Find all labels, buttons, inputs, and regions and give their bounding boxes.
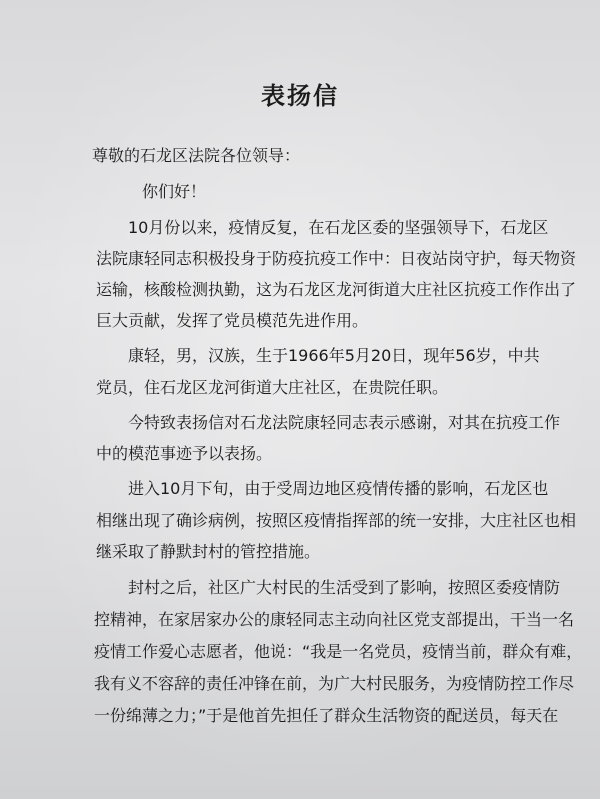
body-line: 今特致表扬信对石龙法院康轻同志表示感谢，对其在抗疫工作 <box>128 413 561 432</box>
body-line: 党员，住石龙区龙河街道大庄社区，在贵院任职。 <box>96 378 449 397</box>
body-line: 封村之后，社区广大村民的生活受到了影响，按照区委疫情防 <box>128 578 561 597</box>
body-line: 控精神，在家居家办公的康轻同志主动向社区党支部提出，干当一名 <box>94 610 575 629</box>
body-line: 我有义不容辞的责任冲锋在前，为广大村民服务，为疫情防控工作尽 <box>94 674 575 693</box>
body-line: 运输，核酸检测执勤，这为石龙区龙河街道大庄社区抗疫工作作出了 <box>96 280 577 299</box>
body-line: 法院康轻同志积极投身于防疫抗疫工作中：日夜站岗守护，每天物资 <box>96 249 577 268</box>
body-line: 继采取了静默封村的管控措施。 <box>96 542 321 561</box>
salutation: 尊敬的石龙区法院各位领导： <box>92 146 301 165</box>
body-line: 相继出现了确诊病例，按照区疫情指挥部的统一安排，大庄社区也相 <box>96 511 577 530</box>
body-line: 巨大贡献，发挥了党员模范先进作用。 <box>96 311 369 330</box>
body-line: 康轻，男，汉族，生于1966年5月20日，现年56岁，中共 <box>128 346 540 365</box>
body-line: 进入10月下旬，由于受周边地区疫情传播的影响，石龙区也 <box>128 479 549 498</box>
body-line: 一份绵薄之力；”于是他首先担任了群众生活物资的配送员，每天在 <box>94 706 559 725</box>
body-line: 疫情工作爱心志愿者，他说：“我是一名党员，疫情当前，群众有难， <box>94 642 583 661</box>
letter-title: 表扬信 <box>261 82 339 110</box>
body-line: 10月份以来，疫情反复，在石龙区委的坚强领导下，石龙区 <box>128 218 549 237</box>
greeting: 你们好！ <box>142 182 207 201</box>
body-line: 中的模范事迹予以表扬。 <box>96 444 273 463</box>
